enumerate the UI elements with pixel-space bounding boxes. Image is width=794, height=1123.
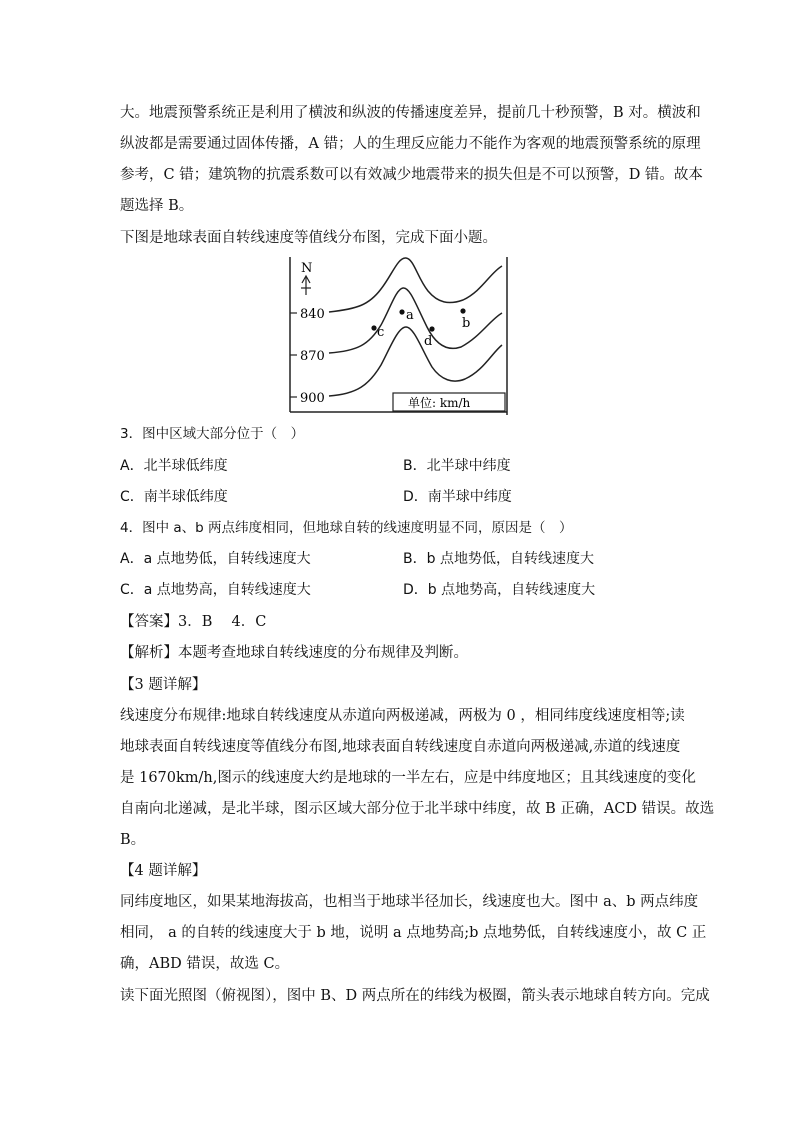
contour-label-900: 900 — [300, 391, 325, 406]
detail-3-line: 地球表面自转线速度等值线分布图,地球表面自转线速度自赤道向两极递减,赤道的线速度 — [120, 739, 681, 755]
point-c — [371, 325, 376, 330]
detail-3-heading: 【3 题详解】 — [120, 677, 207, 693]
paragraph-line: 纵波都是需要通过固体传播，A 错；人的生理反应能力不能作为客观的地震预警系统的原理 — [120, 136, 701, 152]
detail-3-line: 线速度分布规律:地球自转线速度从赤道向两极递减，两极为 0 ，相同纬度线速度相等;读 — [120, 708, 685, 724]
question-3-stem: 3．图中区域大部分位于（ ） — [120, 426, 305, 442]
analysis-line: 【解析】本题考查地球自转线速度的分布规律及判断。 — [120, 645, 468, 661]
q3-option-b: B．北半球中纬度 — [403, 458, 511, 474]
point-b-label: b — [462, 316, 471, 331]
q4-option-a: A．a 点地势低，自转线速度大 — [120, 551, 311, 567]
north-label: N — [301, 261, 313, 276]
unit-label: 单位: km/h — [408, 396, 471, 410]
q3-option-d: D．南半球中纬度 — [403, 489, 512, 505]
contour-line-900 — [329, 327, 502, 396]
detail-4-line: 相同， a 的自转的线速度大于 b 地，说明 a 点地势高;b 点地势低，自转线速度小，故 C 正 — [120, 925, 707, 941]
question-4-stem: 4．图中 a、b 两点纬度相同，但地球自转的线速度明显不同，原因是（ ） — [120, 520, 573, 536]
detail-4-heading: 【4 题详解】 — [120, 863, 207, 879]
point-d — [429, 326, 434, 331]
answer-line: 【答案】3．B 4．C — [120, 614, 267, 630]
paragraph-line: 大。地震预警系统正是利用了横波和纵波的传播速度差异，提前几十秒预警，B 对。横波和 — [120, 105, 701, 121]
detail-3-line: 是 1670km/h,图示的线速度大约是地球的一半左右，应是中纬度地区；且其线速度的变化 — [120, 770, 696, 786]
contour-label-870: 870 — [300, 349, 325, 364]
velocity-contour-map — [289, 255, 509, 417]
detail-4-line: 同纬度地区，如果某地海拔高，也相当于地球半径加长，线速度也大。图中 a、b 两点纬度 — [120, 894, 699, 910]
q4-option-d: D．b 点地势高，自转线速度大 — [403, 582, 596, 598]
q3-option-a: A．北半球低纬度 — [120, 458, 228, 474]
q4-option-b: B．b 点地势低，自转线速度大 — [403, 551, 594, 567]
q4-option-c: C．a 点地势高，自转线速度大 — [120, 582, 311, 598]
detail-3-line: B。 — [120, 832, 146, 848]
point-c-label: c — [377, 325, 385, 340]
final-paragraph-line: 读下面光照图（俯视图），图中 B、D 两点所在的纬线为极圈，箭头表示地球自转方向。完成 — [120, 988, 710, 1004]
detail-3-line: 自南向北递减，是北半球，图示区域大部分位于北半球中纬度，故 B 正确，ACD 错误。故选 — [120, 801, 715, 817]
contour-map-svg — [289, 255, 509, 417]
contour-line-870 — [329, 288, 502, 353]
paragraph-line: 题选择 B。 — [120, 198, 194, 214]
point-d-label: d — [424, 334, 433, 349]
paragraph-line: 参考，C 错；建筑物的抗震系数可以有效减少地震带来的损失但是不可以预警，D 错。故本 — [120, 167, 703, 183]
point-a — [399, 309, 404, 314]
q3-option-c: C．南半球低纬度 — [120, 489, 228, 505]
contour-label-840: 840 — [300, 307, 325, 322]
detail-4-line: 确，ABD 错误，故选 C。 — [120, 956, 290, 972]
point-a-label: a — [406, 308, 414, 323]
intro-text: 下图是地球表面自转线速度等值线分布图，完成下面小题。 — [120, 230, 497, 246]
point-b — [460, 308, 465, 313]
